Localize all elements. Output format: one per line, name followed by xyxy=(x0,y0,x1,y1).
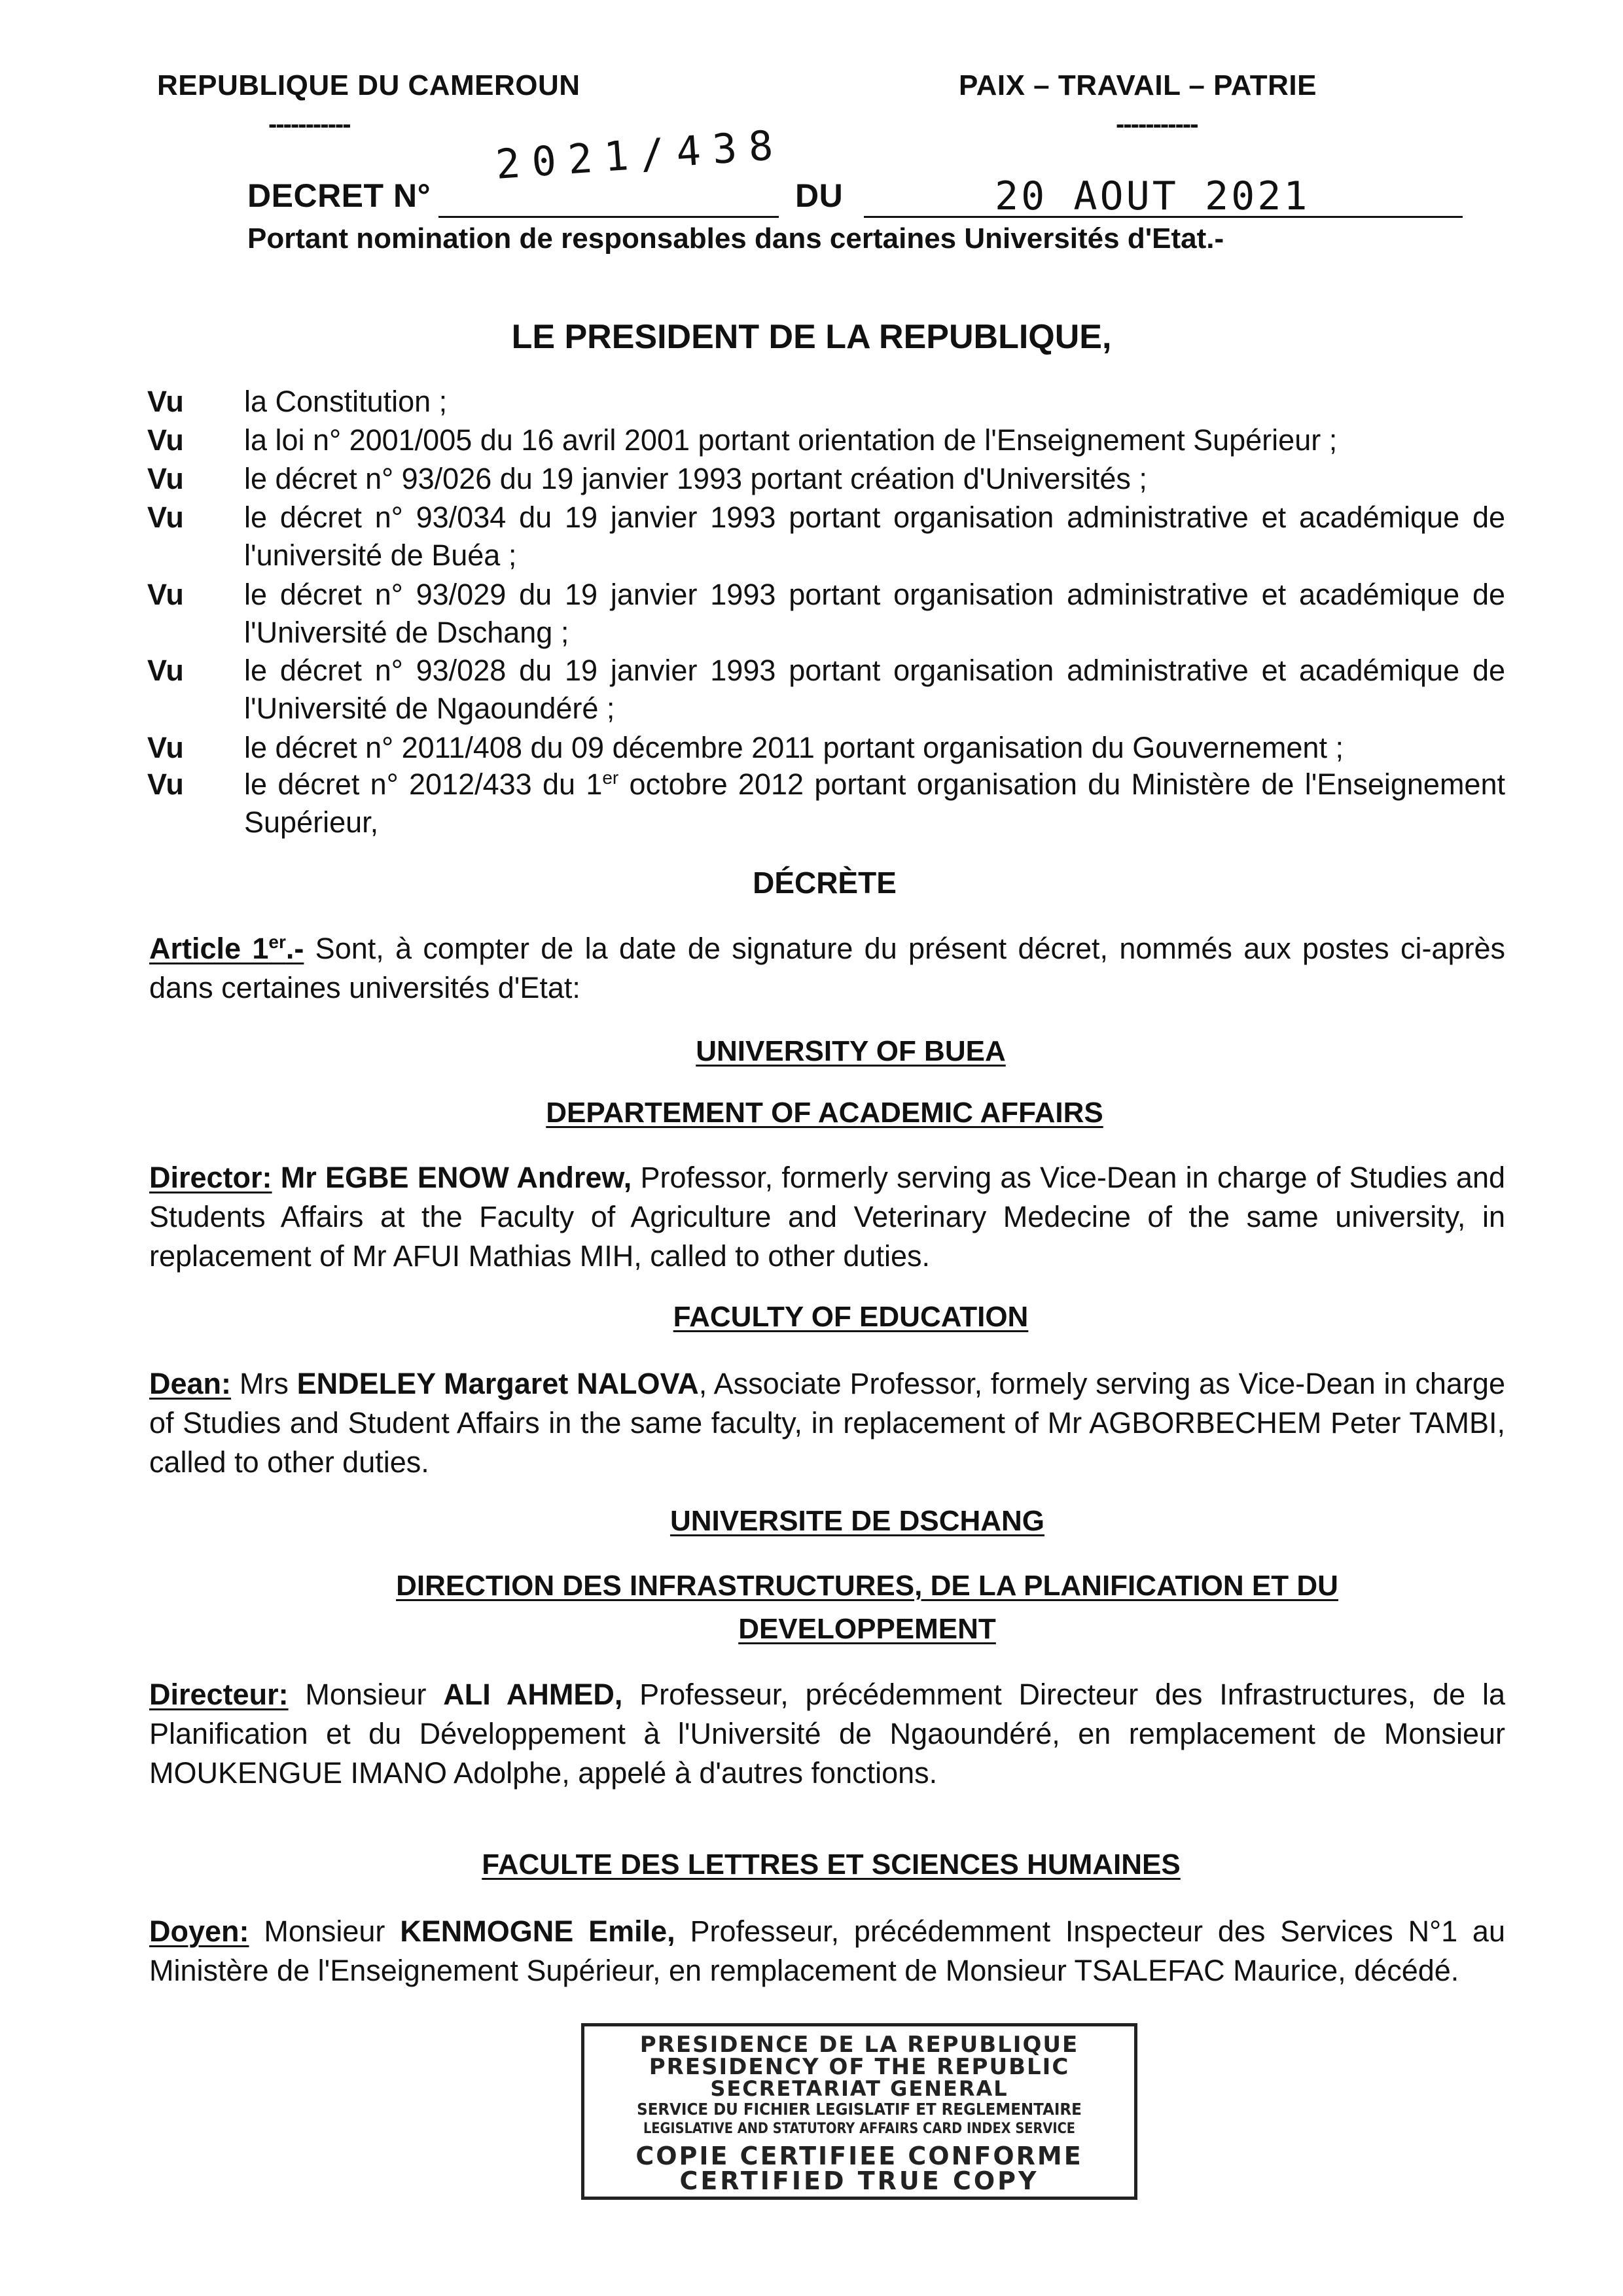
section-wrap xyxy=(0,1505,1623,1538)
decree-subject: Portant nomination de responsables dans certaines Universités d'Etat.- xyxy=(247,222,1224,255)
visa-text: le décret n° 2011/408 du 09 décembre 2011 portant organisation du Gouvernement ; xyxy=(244,731,1344,764)
role-label: Director: xyxy=(149,1161,272,1194)
visa-row xyxy=(147,729,1505,767)
decrete-heading: DÉCRÈTE xyxy=(753,866,897,900)
vu-label: Vu xyxy=(147,578,184,611)
article-label-end: .- xyxy=(285,932,304,965)
visa-text-part: le décret n° 2012/433 du 1 xyxy=(244,768,603,801)
visa-text xyxy=(244,766,1505,841)
decree-number-line xyxy=(438,216,779,218)
visa-text-part: octobre 2012 portant organisation du Ministère de l'Enseignement Supérieur, xyxy=(244,768,1505,839)
visa-text: le décret n° 93/034 du 19 janvier 1993 portant organisation administrative et académique de l'université de Buéa ; xyxy=(244,501,1505,572)
appointment-dean xyxy=(149,1364,1505,1482)
appointee-name: KENMOGNE Emile, xyxy=(400,1915,675,1948)
appointee-title: Monsieur xyxy=(288,1678,444,1711)
section-faculte-lettres: FACULTE DES LETTRES ET SCIENCES HUMAINES xyxy=(482,1848,1181,1881)
visa-text: le décret n° 93/028 du 19 janvier 1993 portant organisation administrative et académique de l'Université de Ngaoundéré ; xyxy=(244,654,1505,725)
appointee-name: Mr EGBE ENOW Andrew, xyxy=(280,1161,632,1194)
visa-text: le décret n° 93/029 du 19 janvier 1993 portant organisation administrative et académique de l'Université de Dschang ; xyxy=(244,578,1505,649)
appointment-director xyxy=(149,1158,1505,1276)
appointee-name: ENDELEY Margaret NALOVA xyxy=(296,1367,699,1400)
motto-separator: ----------- xyxy=(1116,110,1198,139)
appointment-doyen xyxy=(149,1912,1505,1990)
visa-row xyxy=(147,383,1505,421)
role-label: Doyen: xyxy=(149,1915,249,1948)
vu-label: Vu xyxy=(147,768,184,801)
appointment-directeur xyxy=(149,1675,1505,1793)
stamp-line: COPIE CERTIFIEE CONFORME xyxy=(635,2142,1083,2170)
visa-row xyxy=(147,576,1505,652)
stamp-line: PRESIDENCE DE LA REPUBLIQUE xyxy=(639,2032,1079,2058)
visa-row xyxy=(147,652,1505,728)
decree-date-line xyxy=(864,216,1463,218)
visa-row xyxy=(147,460,1505,498)
section-universite-dschang: UNIVERSITE DE DSCHANG xyxy=(669,1505,1045,1537)
visa-text: le décret n° 93/026 du 19 janvier 1993 portant création d'Universités ; xyxy=(244,462,1147,495)
stamp-line: CERTIFIED TRUE COPY xyxy=(679,2166,1039,2195)
visa-row xyxy=(147,766,1505,841)
certification-stamp xyxy=(581,2023,1137,2200)
section-faculty-education: FACULTY OF EDUCATION xyxy=(673,1301,1029,1333)
role-label: Dean: xyxy=(149,1367,232,1400)
section-wrap xyxy=(366,1568,1368,1654)
vu-label: Vu xyxy=(147,731,184,764)
national-motto: PAIX – TRAVAIL – PATRIE xyxy=(959,69,1317,101)
section-academic-affairs: DEPARTEMENT OF ACADEMIC AFFAIRS xyxy=(546,1097,1103,1129)
article-label xyxy=(149,932,304,965)
appointment-text: Professor, formerly serving as Vice-Dean in charge of Studies and Students Affairs at the Faculty of Agriculture and Veterinary Medecine of the same university, in replacement of Mr AFUI Mathias MIH, called to other duties. xyxy=(149,1161,1505,1273)
section-wrap xyxy=(0,1097,1623,1129)
article-1 xyxy=(149,929,1505,1008)
article-text: Sont, à compter de la date de signature du présent décret, nommés aux postes ci-après dans certaines universités d'Etat: xyxy=(149,932,1505,1004)
stamp-line: SECRETARIAT GENERAL xyxy=(710,2076,1008,2101)
du-label: DU xyxy=(795,177,844,214)
visa-row xyxy=(147,421,1505,459)
visa-text: la Constitution ; xyxy=(244,385,448,418)
visa-row xyxy=(147,499,1505,574)
article-label-text: Article 1 xyxy=(149,932,269,965)
article-superscript: er xyxy=(268,932,286,952)
vu-label: Vu xyxy=(147,501,184,534)
stamp-line: PRESIDENCY OF THE REPUBLIC xyxy=(649,2054,1070,2080)
vu-label: Vu xyxy=(147,654,184,687)
appointee-title: Mrs xyxy=(231,1367,297,1400)
stamp-line: SERVICE DU FICHIER LEGISLATIF ET REGLEMENTAIRE xyxy=(637,2100,1082,2119)
section-wrap xyxy=(0,1848,1623,1881)
stamp-line: LEGISLATIVE AND STATUTORY AFFAIRS CARD INDEX SERVICE xyxy=(643,2121,1076,2137)
section-university-buea: UNIVERSITY OF BUEA xyxy=(696,1035,1006,1067)
appointee-title: Monsieur xyxy=(249,1915,401,1948)
section-wrap xyxy=(0,1301,1623,1333)
appointment-text: Professeur, précédemment Directeur des Infrastructures, de la Planification et du Développement à l'Université de Ngaoundéré, en remplacement de Monsieur MOUKENGUE IMANO Adolphe, appelé à d'autres fonctions. xyxy=(149,1678,1505,1790)
section-direction-infrastructures: DIRECTION DES INFRASTRUCTURES, DE LA PLANIFICATION ET DU DEVELOPPEMENT xyxy=(396,1570,1338,1645)
visa-superscript: er xyxy=(602,768,619,788)
president-title: LE PRESIDENT DE LA REPUBLIQUE, xyxy=(511,318,1112,356)
visa-text: la loi n° 2001/005 du 16 avril 2001 portant orientation de l'Enseignement Supérieur ; xyxy=(244,423,1338,457)
vu-label: Vu xyxy=(147,462,184,495)
country-separator: ----------- xyxy=(268,110,350,139)
role-label: Directeur: xyxy=(149,1678,289,1711)
appointee-name: ALI AHMED, xyxy=(443,1678,623,1711)
country-name: REPUBLIQUE DU CAMEROUN xyxy=(157,69,580,101)
appointment-text: , Associate Professor, formely serving as Vice-Dean in charge of Studies and Student Affairs in the same faculty, in replacement of Mr AGBORBECHEM Peter TAMBI, called to other duties. xyxy=(149,1367,1505,1479)
vu-label: Vu xyxy=(147,423,184,457)
appointment-text: Professeur, précédemment Inspecteur des Services N°1 au Ministère de l'Enseignement Supérieur, en remplacement de Monsieur TSALEFAC Maurice, décédé. xyxy=(149,1915,1505,1987)
decree-date: 20 AOUT 2021 xyxy=(995,173,1310,219)
vu-label: Vu xyxy=(147,385,184,418)
section-wrap xyxy=(0,1035,1623,1068)
decree-number: 2021/438 xyxy=(493,120,787,188)
decree-label: DECRET N° xyxy=(247,177,431,214)
